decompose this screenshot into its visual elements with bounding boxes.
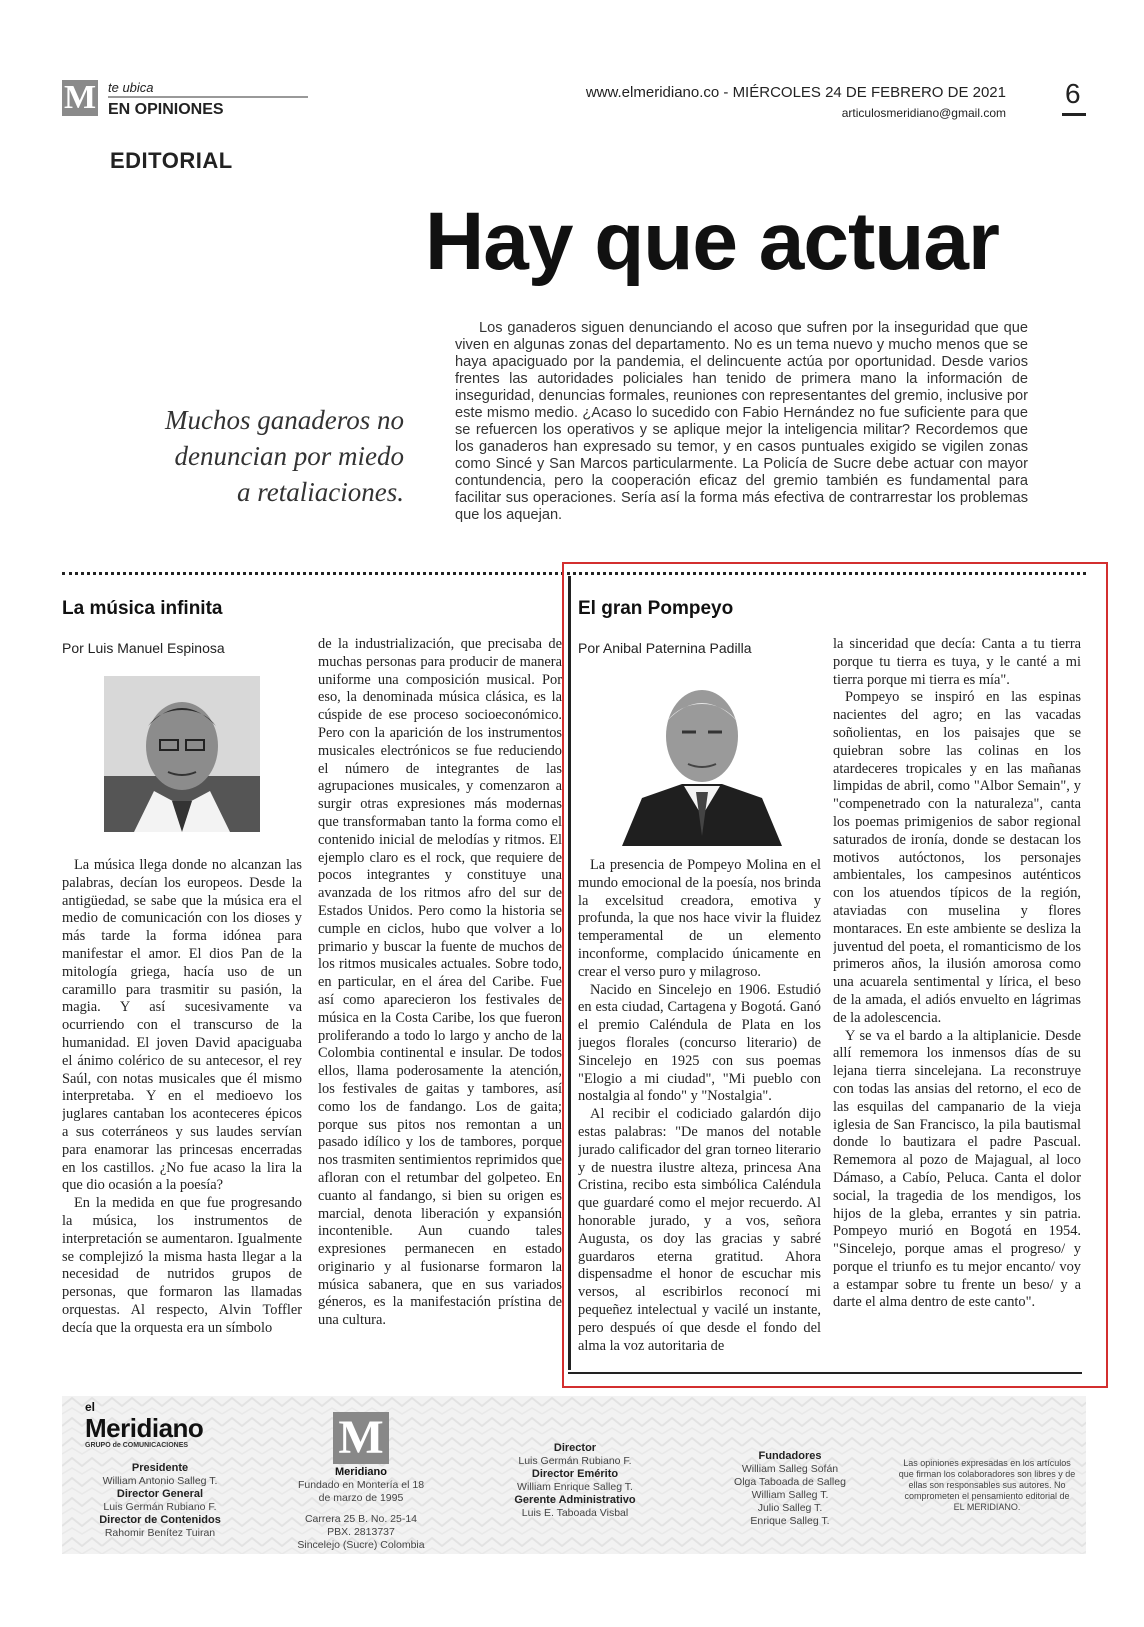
- article-column: [318, 636, 562, 1380]
- footer-brand-el: el: [85, 1400, 96, 1414]
- footer-label: Director: [553, 1442, 597, 1454]
- author-photo: [104, 676, 260, 832]
- footer-brand-name: Meridiano: [85, 1413, 204, 1443]
- header-url-date: www.elmeridiano.co - MIÉRCOLES 24 DE FEBRERO DE 2021: [585, 84, 1006, 101]
- meridiano-logo: M: [63, 79, 97, 116]
- article-paragraph: Pompeyo se inspiró en las espinas nacientes del agro; en las vacadas soñolientas, en los paisajes que se quiebran sobre las colinas en los atardeceres tropicales y en las mañanas limpidas de abril, como "Albor Semain", y "compenetrado con la naturaleza", canta los poemas primigenios de sabor regional saturados de ironía, donde se destacan los motivos autóctonos, los personajes ambientales, los campesinos auténticos con los atuendos típicos de la región, ataviadas con muselina y flores montaraces. En este ambiente se desliza la juventud del poeta, el romanticismo de los primeros años, la ilusión amorosa como una acuarela sentimental y lírica, el beso de la amada, el adiós envuelto en lágrimas de la adolescencia.: [833, 689, 1081, 1026]
- article-paragraph: Al recibir el codiciado galardón dijo estas palabras: "De manos del notable jurado calificador del gran torneo literario y de nuestra ilustre alteza, princesa Ana Cristina, recibo esta simbólica Caléndula que guardaré como el mejor recuerdo. Al honorable jurado, y a vos, señora Augusta, os doy las gracias y sabré guardaros eterna gratitud. Ahora dispensadme el honor de escuchar mis versos, al escribirlos reconocí mi pequeñez intelectual y vacilé un instante, pero después oí que desde el fondo del alma la voz autoritaria de: [578, 1106, 821, 1354]
- article-column: [833, 636, 1081, 1380]
- article-paragraph: Y se va el bardo a la altiplanicie. Desde allí rememora los inmensos días de su lejana tierra sincelejana. La reconstruye con todas las ansias del retorno, el eco de las esquilas del campanario de la vieja iglesia de San Francisco, la pila bautismal donde lo bautizara el padre Pascual. Rememora al pozo de Majagual, al loco Dámaso, a Cabío, Peluca. Canta el dolor social, la tragedia de los mendigos, los hijos de la gleba, errantes y sin patria. Pompeyo murió en Bogotá en 1954. "Sincelejo, porque amas el progreso/ y porque el triunfo es tu mejor encanto/ voy a estampar sobre tu frente un beso/ y a darte el alma dentro de este canto".: [833, 1027, 1081, 1311]
- footer-value: Luis Germán Rubiano F.: [518, 1455, 632, 1467]
- article-column: [62, 857, 302, 1377]
- article-paragraph: Nacido en Sincelejo en 1906. Estudió en esta ciudad, Cartagena y Bogotá. Ganó el premio Caléndula de Plata en los juegos florales (concurso literario) de Sincelejo en 1925 con sus poemas "Elogio a mi ciudad", "Mi pueblo con nostalgia al fondo" y "Nostalgia".: [578, 981, 821, 1105]
- article-title: El gran Pompeyo: [578, 598, 734, 619]
- editorial-body: [455, 320, 1028, 524]
- footer-founder: Olga Taboada de Salleg: [734, 1476, 846, 1488]
- footer-city: Sincelejo (Sucre) Colombia: [297, 1539, 425, 1551]
- section-label: EDITORIAL: [110, 148, 233, 173]
- footer-value: William Antonio Salleg T.: [102, 1475, 218, 1487]
- footer-founders: [715, 1450, 865, 1528]
- editorial-headline: Hay que actuar: [425, 196, 999, 287]
- article-column: [578, 857, 821, 1377]
- footer-label: Director General: [116, 1488, 204, 1500]
- page-number-rule: [1062, 113, 1086, 116]
- footer-founder: Julio Salleg T.: [757, 1502, 823, 1514]
- page-number: 6: [1065, 78, 1081, 109]
- footer-label: Director de Contenidos: [99, 1514, 221, 1526]
- article-title: La música infinita: [62, 598, 223, 619]
- editorial-paragraph: Los ganaderos siguen denunciando el acoso que sufren por la inseguridad que que viven en algunas zonas del departamento. No es un tema nuevo y mucho menos que se haya apaciguado por la pandemia, el delincuente actúa por oportunidad. Desde varios frentes las autoridades policiales han tenido de primera mano la información de inseguridad, denuncias formales, reuniones con representantes del gremio, inclusive por este mismo medio. ¿Acaso lo sucedido con Fabio Hernández no fue suficiente para que se refuercen los operativos y se aplique mejor la inteligencia militar? Recordemos que los ganaderos han expresado su temor, y en casos puntuales exigido se vigilen zonas como Sincé y San Marcos particularmente. La Policía de Sucre debe actuar con mayor contundencia, pero la cooperación eficaz del gremio también es fundamental para facilitar sus operaciones. Sería así la forma más efectiva de contrarrestar los problemas que los aquejan.: [455, 320, 1028, 523]
- footer-brand-sub: GRUPO de COMUNICACIONES: [85, 1442, 189, 1449]
- article-byline: Por Anibal Paternina Padilla: [578, 640, 752, 656]
- header-email: articulosmeridiano@gmail.com: [841, 106, 1006, 120]
- editorial-pull-quote: Muchos ganaderos no denuncian por miedo a retaliaciones.: [165, 405, 404, 507]
- footer-label: Gerente Administrativo: [514, 1494, 636, 1506]
- footer-logo: M: [333, 1412, 389, 1464]
- footer-label: Director Emérito: [531, 1468, 619, 1480]
- footer-founder: William Salleg Sofán: [741, 1463, 839, 1475]
- footer-disclaimer: Las opiniones expresadas en los artículos que firman los colaboradores son libres y de ellas son responsables sus autores. No comprometen el pensamiento editorial de EL MERIDIANO.: [898, 1458, 1076, 1512]
- footer-value: William Enrique Salleg T.: [517, 1481, 633, 1493]
- footer-pbx: PBX. 2813737: [327, 1526, 395, 1538]
- footer-staff-center: [500, 1442, 650, 1520]
- footer-label: Fundadores: [758, 1450, 822, 1462]
- article-paragraph: La presencia de Pompeyo Molina en el mundo emocional de la poesía, nos brinda la excelsitud creadora, emotiva y profunda, la que nos hace vivir la fluidez temperamental de un elemento inconforme, complacido únicamente en crear el verso puro y milagroso.: [578, 857, 821, 980]
- footer-founder: William Salleg T.: [751, 1489, 829, 1501]
- footer-founded: Fundado en Montería el 18 de marzo de 1995: [297, 1479, 425, 1504]
- tagline-small: te ubica: [108, 80, 154, 95]
- footer-center: [291, 1466, 431, 1552]
- footer-staff-left: [70, 1462, 250, 1540]
- article-paragraph: La música llega donde no alcanzan las palabras, decían los europeos. Desde la antigüedad, se sabe que la música era el medio de comunicación con los dioses y más tarde la forma idónea para manifestar el amor. El dios Pan de la mitología griega, hacía uso de un caramillo para trasmitir su pasión, la magia. Y así sucesivamente va ocurriendo con el transcurso de la humanidad. El joven David apaciguaba el ánimo colérico de su antecesor, el rey Saúl, con notas musicales que él mismo interpretaba. Y en el medioevo los juglares cantaban los aconteceres épicos a sus coterráneos y sus laudes servían para enamorar las princesas encerradas en los castillos. ¿No fue acaso la lira la que dio ocasión a la poesía?: [62, 857, 302, 1194]
- footer-value: Luis E. Taboada Visbal: [521, 1507, 629, 1519]
- footer-logo-name: Meridiano: [335, 1466, 387, 1478]
- author-photo: [612, 666, 792, 846]
- footer-value: Luis Germán Rubiano F.: [103, 1501, 217, 1513]
- footer-label: Presidente: [131, 1462, 189, 1474]
- article-paragraph: En la medida en que fue progresando la música, los instrumentos de interpretación se aumentaron. Igualmente se complejizó la misma hasta llegar a la necesidad de nutridos grupos de personas, que formaron las llamadas orquestas. Al respecto, Alvin Toffler decía que la orquesta era un símbolo: [62, 1195, 302, 1336]
- footer-value: Rahomir Benítez Tuiran: [104, 1527, 216, 1539]
- article-paragraph: la sinceridad que decía: Canta a tu tierra porque tu tierra es tuya, y le canté a mi tierra porque mi tierra es mía".: [833, 636, 1081, 688]
- column-rule: [568, 576, 571, 1370]
- footer-founder: Enrique Salleg T.: [750, 1515, 830, 1527]
- footer-address: Carrera 25 B. No. 25-14: [304, 1513, 418, 1525]
- tagline-section: EN OPINIONES: [108, 101, 224, 118]
- article-paragraph: de la industrialización, que precisaba de muchas personas para producir de manera uniforme una composición musical. Por eso, la denominada música clásica, es la cúspide de ese proceso socioeconómico. Pero con la aparición de los instrumentos musicales electrónicos se fue reduciendo el número de integrantes de las agrupaciones musicales, y comenzaron a surgir otras expresiones más modernas que transformaban tanto la forma como el contenido inicial de melodías y ritmos. El ejemplo claro es el rock, que requiere de pocos integrantes y constituye una avanzada de los ritmos afro del sur de Estados Unidos. Pero como la historia se cumple en ciclos, hubo que volver a lo primario y buscar la fuente de muchos de los ritmos musicales actuales. Sobre todo, en particular, en el área del Caribe. Fue así como aparecieron los festivales de música en la Costa Caribe, los que fueron proliferando a todo lo largo y ancho de la Colombia continental e insular. De todos ellos, llama poderosamente la atención, los festivales de gaitas y tambores, así como los de fandango. Los de gaita; porque sus pitos nos remontan a un pasado idílico y los de tambores, porque nos trasmiten sentimientos reprimidos que afloran con el retumbar del golpeteo. En cuanto al fandango, si bien su origen es marcial, denota liberación y expansión incontenible. Aun cuando tales expresiones permanecen en estado originario y al fusionarse formaron la música sabanera, que en sus variados géneros, es la manifestación prístina de una cultura.: [318, 636, 562, 1329]
- footer-brand: [85, 1400, 235, 1449]
- tagline-rule: [108, 96, 308, 98]
- article-byline: Por Luis Manuel Espinosa: [62, 640, 225, 656]
